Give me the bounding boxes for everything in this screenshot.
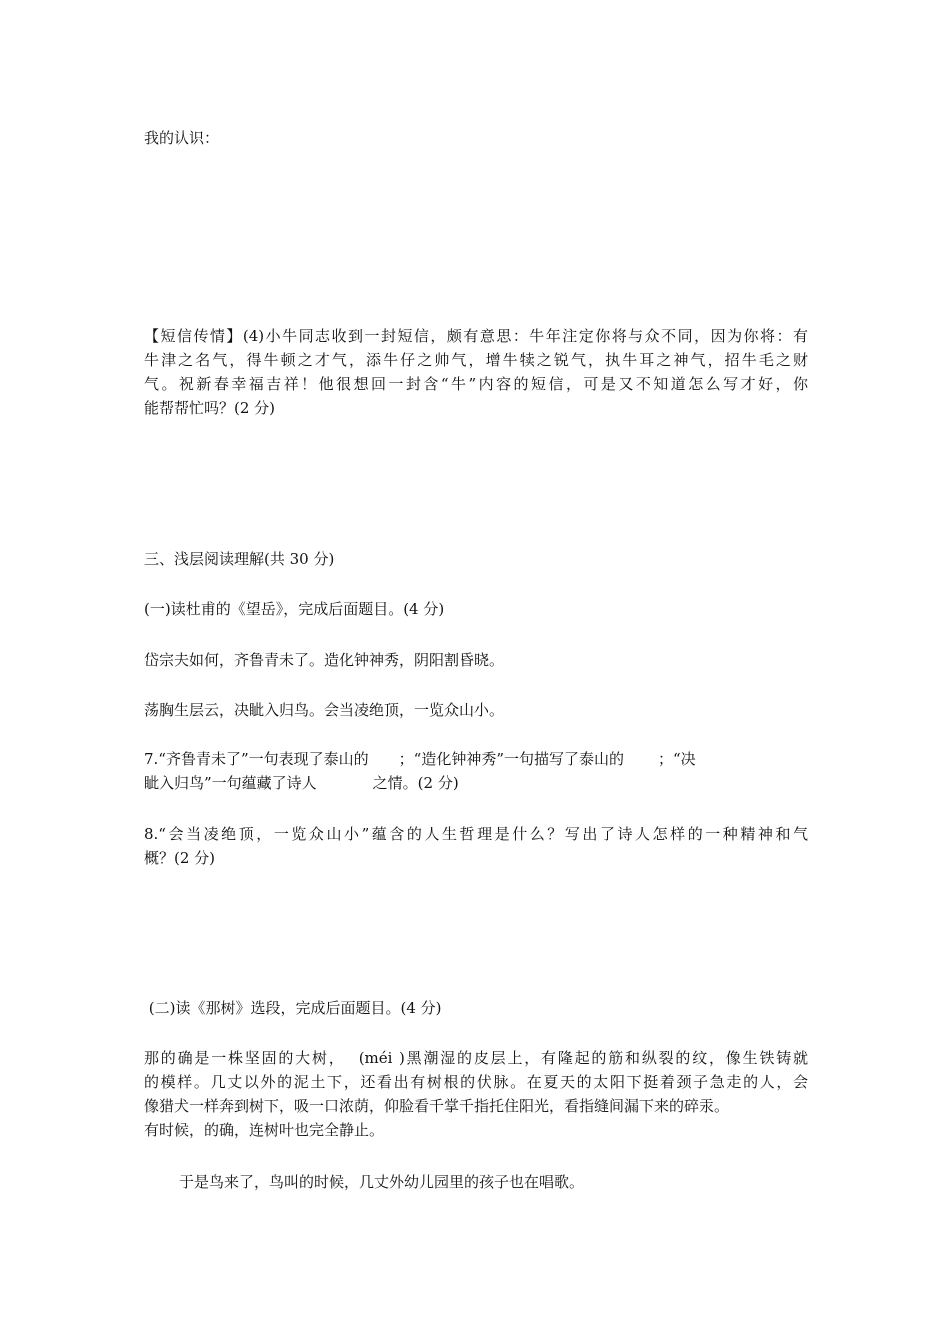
question-7 [144, 747, 808, 795]
passage-line: 有时候，的确，连树叶也完全静止。 [144, 1121, 385, 1139]
passage-paragraph-2: 于是鸟来了，鸟叫的时候，几丈外幼儿园里的孩子也在唱歌。 [179, 1173, 585, 1191]
poem-line-2: 荡胸生层云，决眦入归鸟。会当凌绝顶，一览众山小。 [144, 701, 505, 719]
q7-text: 眦入归鸟”一句蕴藏了诗人 [144, 774, 317, 792]
question-8-line: 概？(2 分) [144, 849, 216, 867]
sms-question [144, 324, 808, 420]
passage-line: 像猎犬一样奔到树下，吸一口浓荫，仰脸看千掌千指托住阳光，看指缝间漏下来的碎汞。 [144, 1097, 730, 1115]
passage-line: 那的确是一株坚固的大树， (méi )黑潮湿的皮层上，有隆起的筋和纵裂的纹，像生铁铸就 [144, 1049, 808, 1067]
poem-line-1: 岱宗夫如何，齐鲁青未了。造化钟神秀，阴阳割昏晓。 [144, 651, 505, 669]
my-understanding-label: 我的认识： [144, 129, 220, 147]
passage-paragraph-1 [144, 1046, 808, 1142]
question-8-line: 8.“会当凌绝顶，一览众山小”蕴含的人生哲理是什么？写出了诗人怎样的一种精神和气 [144, 825, 808, 843]
passage-line: 的模样。几丈以外的泥土下，还看出有树根的伏脉。在夏天的太阳下挺着颈子急走的人，会 [144, 1073, 808, 1091]
sms-question-line: 气。祝新春幸福吉祥！他很想回一封含“牛”内容的短信，可是又不知道怎么写才好，你 [144, 375, 808, 393]
sms-question-line: 能帮帮忙吗？(2 分) [144, 399, 276, 417]
question-8 [144, 822, 808, 870]
question-7-line-2 [144, 771, 808, 795]
q7-text: ；“造化钟神秀”一句描写了泰山的 [398, 750, 624, 768]
sms-question-line: 【短信传情】(4)小牛同志收到一封短信，颇有意思：牛年注定你将与众不同，因为你将：有 [144, 327, 808, 345]
question-7-line-1 [144, 747, 808, 771]
q7-text: 之情。(2 分) [372, 774, 459, 792]
q7-text: 7.“齐鲁青未了”一句表现了泰山的 [144, 750, 369, 768]
part1-title: (一)读杜甫的《望岳》，完成后面题目。(4 分) [144, 600, 445, 618]
q7-text: ；“决 [658, 750, 696, 768]
section3-title: 三、浅层阅读理解(共 30 分) [144, 550, 335, 568]
sms-question-line: 牛津之名气，得牛顿之才气，添牛仔之帅气，增牛犊之锐气，执牛耳之神气，招牛毛之财 [144, 351, 808, 369]
part2-title: (二)读《那树》选段，完成后面题目。(4 分) [144, 999, 442, 1017]
